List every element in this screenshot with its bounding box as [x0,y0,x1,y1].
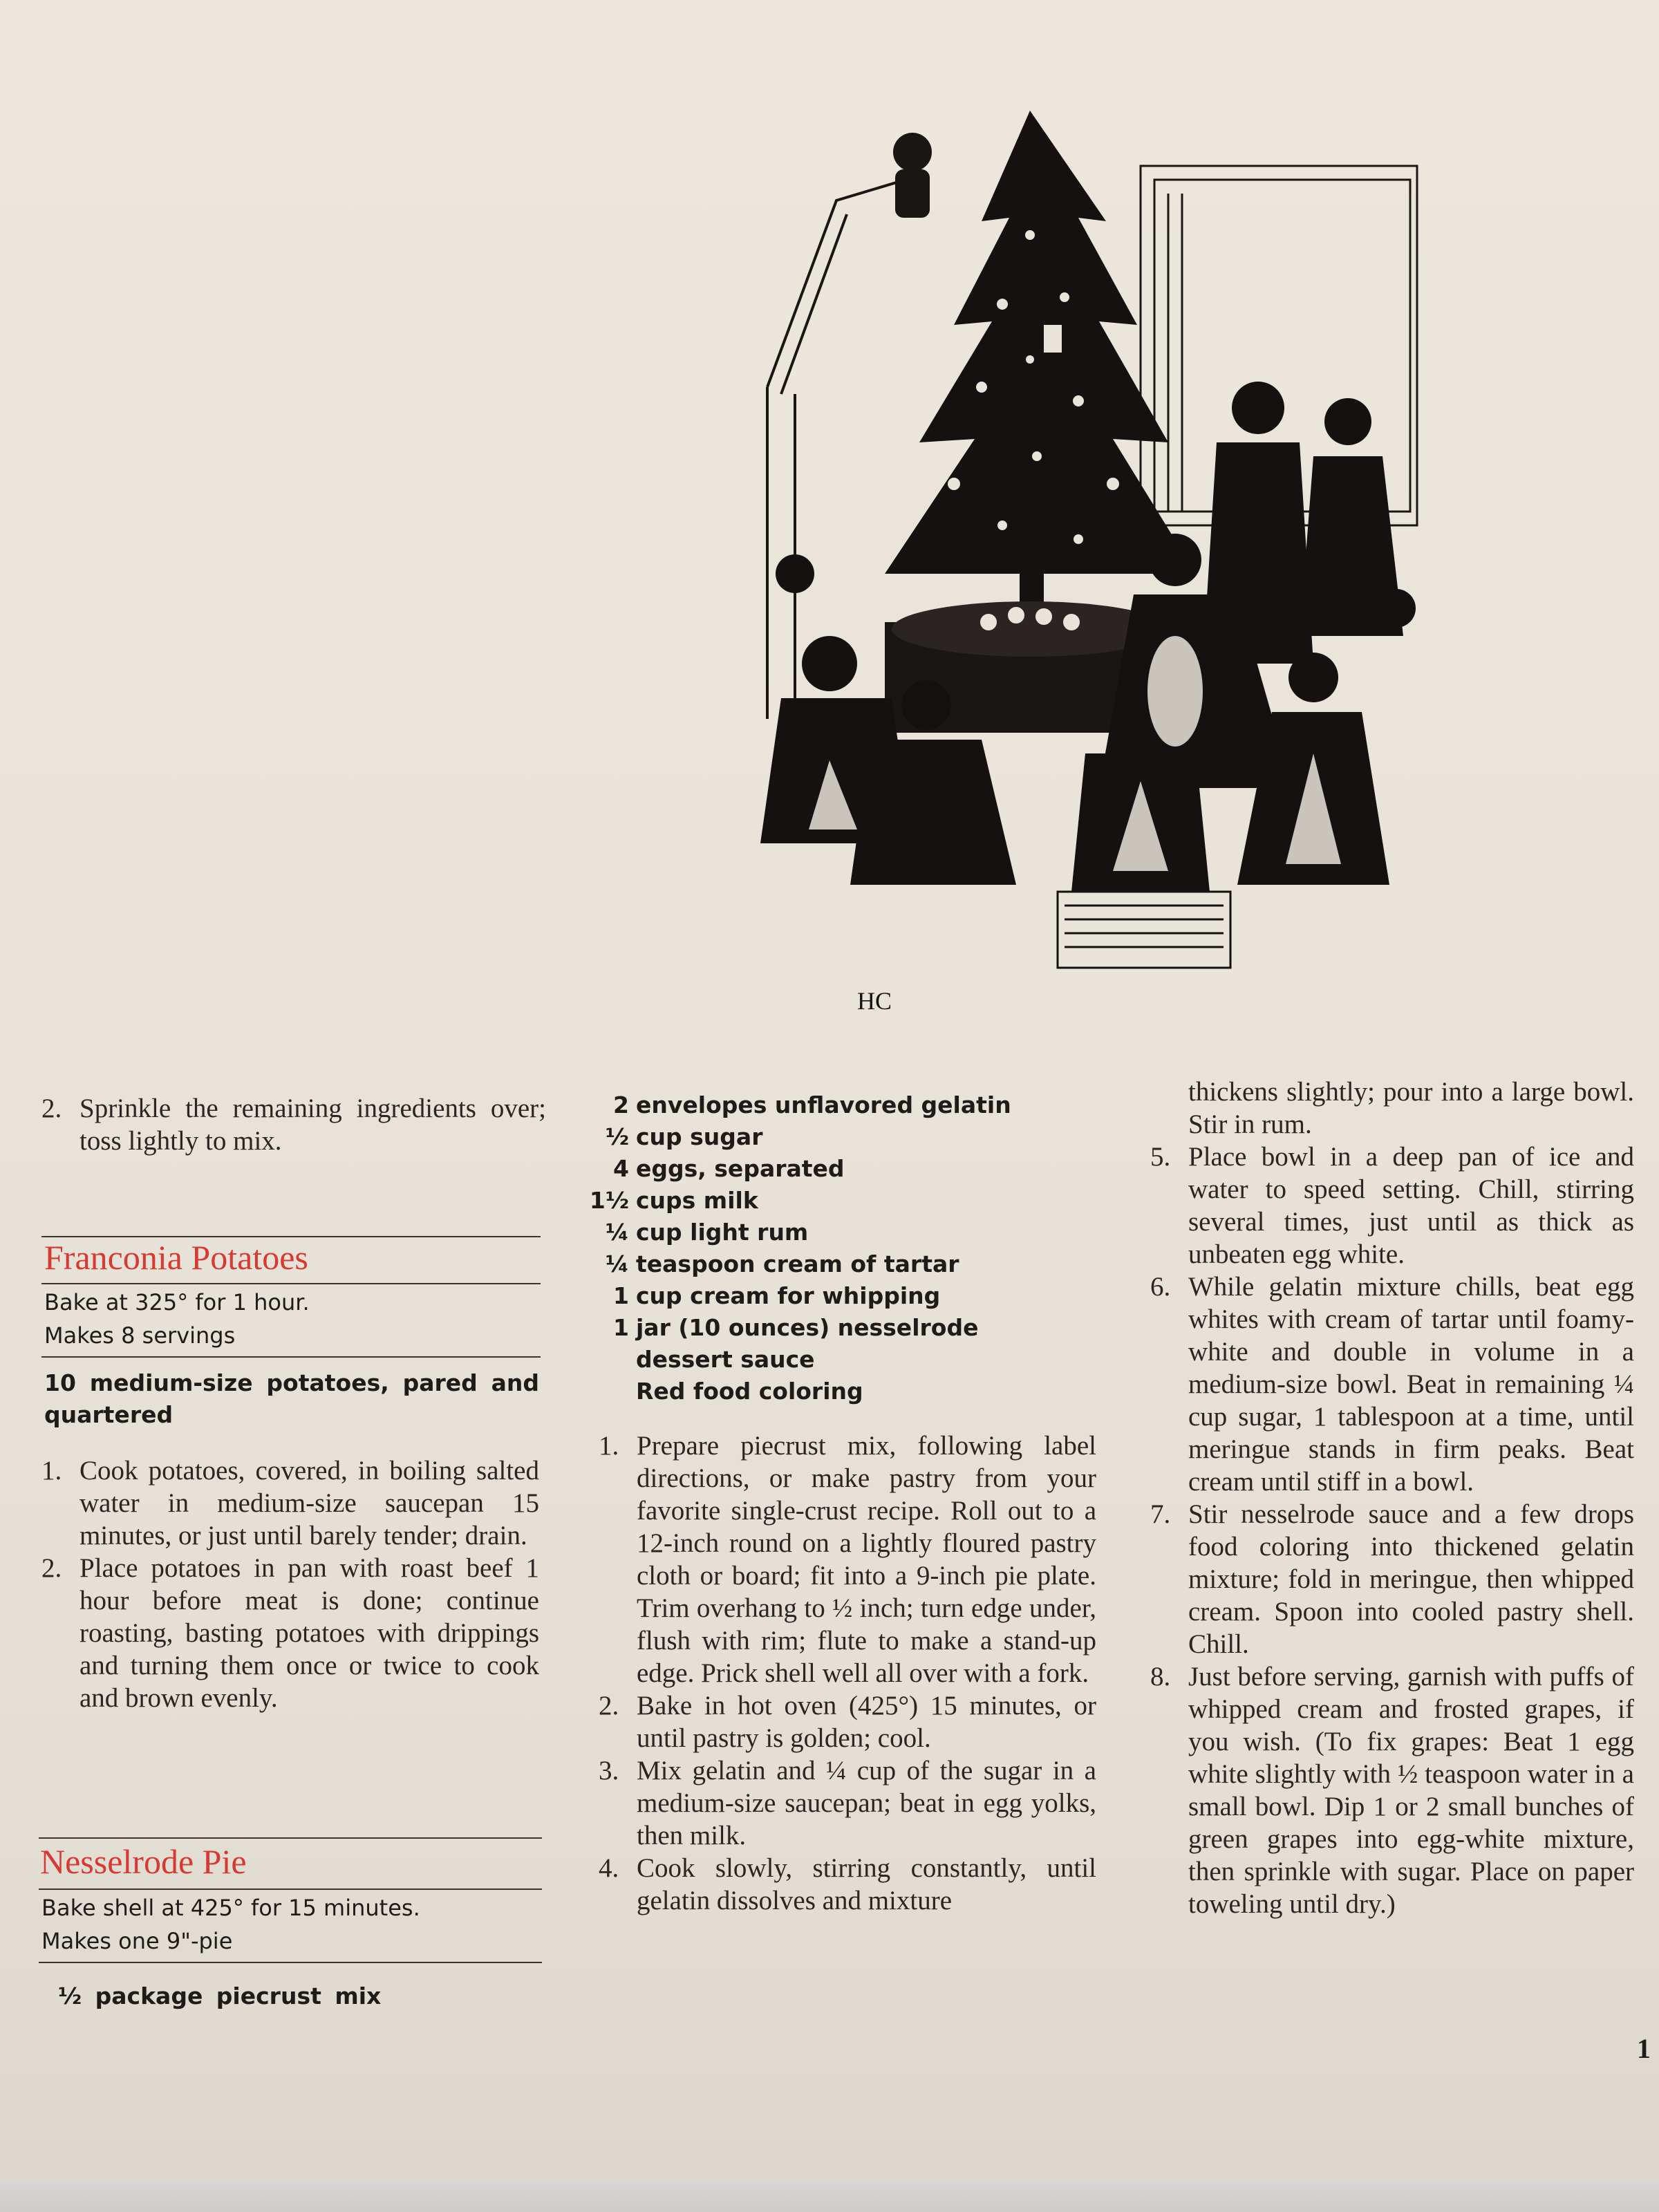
bake-instruction: Bake shell at 425° for 15 minutes. [41,1895,420,1921]
ingredient-line: 10 medium-size potatoes, pared and quartered [44,1369,539,1428]
step-number: 1. [599,1431,619,1461]
divider [39,1837,542,1839]
step-number: 6. [1150,1272,1171,1302]
previous-recipe-step [41,1092,546,1157]
recipe-title-nesselrode: Nesselrode Pie [40,1842,247,1881]
step-text: Cook potatoes, covered, in boiling salted water in medium-size saucepan 15 minutes, or just until barely tender; drain. [79,1456,539,1550]
step-number: 2. [599,1691,619,1721]
ingredient-text: teaspoon cream of tartar [636,1250,959,1277]
ingredient-line [581,1280,1092,1312]
ingredient-text: jar (10 ounces) nesselrode dessert sauce [636,1314,979,1373]
divider [41,1283,541,1284]
ingredient-nesselrode [58,1980,542,2012]
ingredient-line [581,1153,1092,1185]
step-text: While gelatin mixture chills, beat egg whites with cream of tartar until foamy-white and double in volume in a medium-size bowl. Beat in remaining ¼ cup sugar, 1 tablespoon at a time, until meringue stands in firm peaks. Beat cream until stiff in a bowl. [1188,1272,1634,1497]
recipe-step [41,1454,539,1552]
ingredient-qty: ¼ [605,1219,629,1246]
recipe-step [1150,1271,1634,1498]
step-text: Place bowl in a deep pan of ice and water to speed setting. Chill, stirring several times, just until as thick as unbeaten egg white. [1188,1142,1634,1269]
ingredient-qty: 1 [613,1282,629,1309]
ingredient-line [581,1312,1092,1376]
ingredient-franconia [44,1367,539,1431]
recipe-step [1150,1660,1634,1920]
ingredient-line [581,1376,1092,1407]
ingredient-text: cup cream for whipping [636,1282,941,1309]
ingredient-qty: 1 [613,1314,629,1341]
step-text: Stir nesselrode sauce and a few drops food coloring into thickened gelatin mixture; fold in meringue, then whipped cream. Spoon into cooled pastry shell. Chill. [1188,1499,1634,1659]
ingredient-line [581,1248,1092,1280]
step-text: Just before serving, garnish with puffs of whipped cream and frosted grapes, if you wish. (To fix grapes: Beat 1 egg white slightly with ½ teaspoon water in a small bowl. Dip 1 or 2 small bunches of green grapes into egg-white mixture, then sprinkle with sugar. Place on paper toweling until dry.) [1188,1662,1634,1919]
step-number: 2. [41,1094,62,1123]
illustration-signature: HC [857,987,892,1015]
ingredient-qty: 1½ [589,1187,629,1214]
step-text: Prepare piecrust mix, following label directions, or make pastry from your favorite single-crust recipe. Roll out to a 12-inch round on a lightly floured pastry cloth or board; fit into a 9-inch pie plate. Trim overhang to ½ inch; turn edge under, flush with rim; flute to make a stand-up edge. Prick shell well all over with a fork. [637,1431,1096,1688]
ingredient-text: envelopes unflavored gelatin [636,1091,1011,1118]
divider [39,1962,542,1963]
franconia-steps [41,1454,539,1714]
divider [39,1888,542,1890]
page-number: 1 [1637,2033,1651,2064]
step-number: 4. [599,1853,619,1883]
ingredient-qty: 2 [613,1091,629,1118]
step-number: 5. [1150,1142,1171,1172]
recipe-step [599,1852,1096,1917]
left-column [41,1092,546,1157]
recipe-title-franconia: Franconia Potatoes [44,1238,308,1277]
step-text: Bake in hot oven (425°) 15 minutes, or until pastry is golden; cool. [637,1691,1096,1753]
yield-info: Makes one 9"-pie [41,1928,233,1954]
step-text: Place potatoes in pan with roast beef 1 hour before meat is done; continue roasting, basting potatoes with drippings and turning them once or twice to cook and brown evenly. [79,1553,539,1713]
ingredient-qty: 4 [613,1155,629,1182]
ingredient-text: cup sugar [636,1123,763,1150]
step-number: 7. [1150,1499,1171,1529]
ingredient-line [581,1185,1092,1217]
christmas-tree-illustration [753,97,1431,1030]
nesselrode-ingredients [581,1089,1092,1407]
step-number: 8. [1150,1662,1171,1691]
ingredient-text: cups milk [636,1187,758,1214]
step-text: Sprinkle the remaining ingredients over; toss lightly to mix. [79,1094,546,1156]
nesselrode-steps-b [1150,1076,1634,1920]
ingredient-qty: ½ [605,1123,629,1150]
step-text: Cook slowly, stirring constantly, until gelatin dissolves and mixture [637,1853,1096,1915]
background-surface [0,2181,1659,2212]
recipe-step [599,1689,1096,1754]
ingredient-text: eggs, separated [636,1155,845,1182]
ingredient-line: ½ package piecrust mix [58,1983,382,2009]
ingredient-text: cup light rum [636,1219,809,1246]
bake-instruction: Bake at 325° for 1 hour. [44,1289,310,1315]
ingredient-line [581,1217,1092,1248]
ingredient-line [581,1089,1092,1121]
bake-info-nesselrode [41,1891,539,1958]
step-number: 3. [599,1756,619,1785]
bake-info-franconia [44,1286,542,1352]
recipe-step [1150,1141,1634,1271]
ingredient-line [581,1121,1092,1153]
recipe-step [1150,1498,1634,1660]
step-number: 2. [41,1553,62,1583]
recipe-step [599,1430,1096,1689]
servings-info: Makes 8 servings [44,1322,236,1349]
nesselrode-steps-a [599,1430,1096,1917]
divider [41,1356,541,1358]
ingredient-text: Red food coloring [636,1378,863,1405]
step-text: Mix gelatin and ¼ cup of the sugar in a medium-size saucepan; beat in egg yolks, then milk. [637,1756,1096,1850]
step-number: 1. [41,1456,62,1485]
recipe-step [41,1552,539,1714]
step-continuation: thickens slightly; pour into a large bowl. Stir in rum. [1188,1077,1634,1139]
recipe-step [599,1754,1096,1852]
ingredient-qty: ¼ [605,1250,629,1277]
